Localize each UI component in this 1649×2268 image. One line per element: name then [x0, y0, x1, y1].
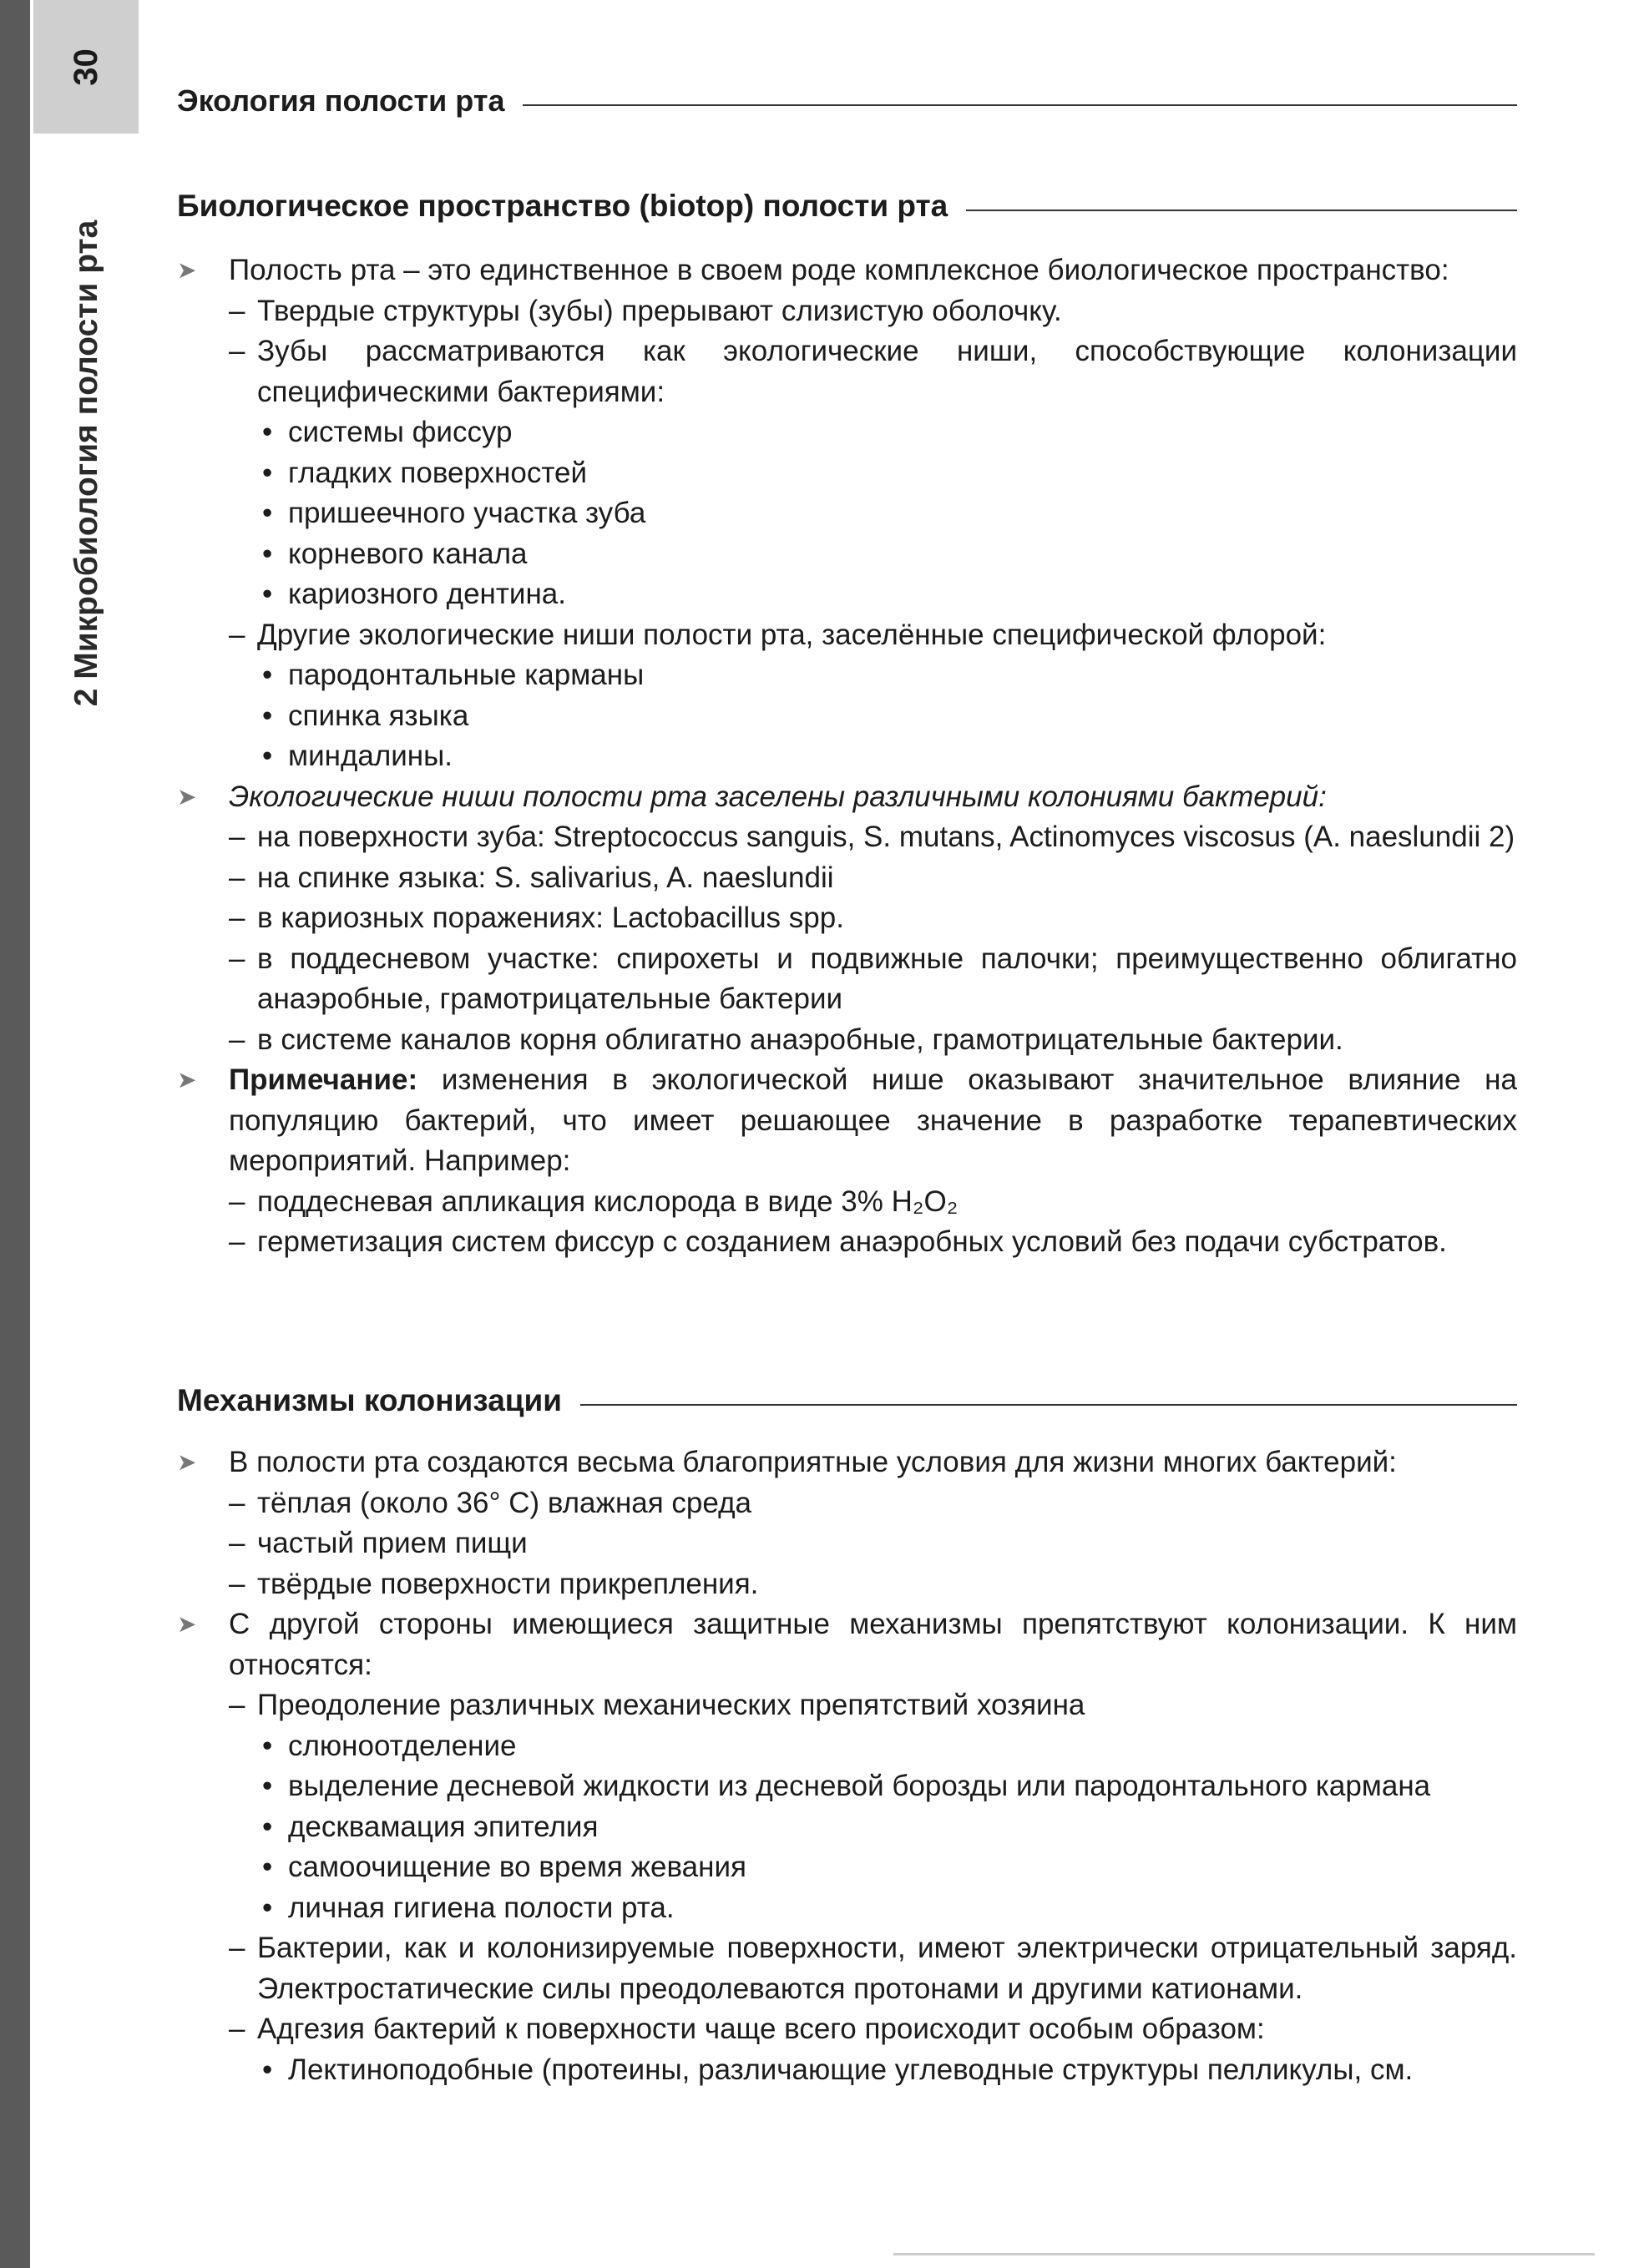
bullet-item: • корневого канала [177, 534, 1517, 575]
bullet-item: • пришеечного участка зуба [177, 493, 1517, 534]
list-item [177, 1060, 1517, 1182]
section-title: Механизмы колонизации [177, 1383, 563, 1417]
heading-rule [580, 1404, 1517, 1406]
bullet-item: • миндалины. [177, 736, 1517, 777]
bullet-item: • гладких поверхностей [177, 453, 1517, 494]
section-title: Биологическое пространство (biotop) полости рта [177, 189, 948, 223]
sub-item: – твёрдые поверхности прикрепления. [177, 1564, 1517, 1605]
sub-item: – тёплая (около 36° C) влажная среда [177, 1483, 1517, 1524]
bullet-item: • выделение десневой жидкости из десневой борозды или пародонтального кармана [177, 1766, 1517, 1807]
sub-item: – в поддесневом участке: спирохеты и подвижные палочки; преимущественно облигатно анаэробные, грамотрицательные бактерии [177, 939, 1517, 1020]
sub-item: – на спинке языка: S. salivarius, A. naeslundii [177, 858, 1517, 899]
section-body [177, 250, 1517, 1263]
sub-item: – на поверхности зуба: Streptococcus sanguis, S. mutans, Actinomyces viscosus (A. naeslundii 2) [177, 817, 1517, 858]
list-item: ➤ Полость рта – это единственное в своем роде комплексное биологическое пространство: [177, 250, 1517, 291]
bullet-item: • спинка языка [177, 696, 1517, 737]
page-bottom-rule [893, 2253, 1595, 2255]
bullet-item: • пародонтальные карманы [177, 655, 1517, 696]
list-item: ➤ В полости рта создаются весьма благоприятные условия для жизни многих бактерий: [177, 1442, 1517, 1483]
running-title: Экология полости рта [177, 83, 505, 118]
sub-item: – в кариозных поражениях: Lactobacillus spp. [177, 898, 1517, 939]
page-edge-bar [0, 0, 30, 2268]
sub-item: – Адгезия бактерий к поверхности чаще всего происходит особым образом: [177, 2009, 1517, 2050]
running-header [177, 83, 1517, 119]
sub-item: – в системе каналов корня облигатно анаэробные, грамотрицательные бактерии. [177, 1020, 1517, 1061]
sub-item: – Преодоление различных механических препятствий хозяина [177, 1685, 1517, 1726]
page-number-tab [33, 0, 139, 134]
header-rule [523, 104, 1517, 106]
note-text: изменения в экологической нише оказывают значительное влияние на популяцию бактерий, что имеет решающее значение в разработке терапевтических мероприятий. Например: [229, 1063, 1517, 1177]
sub-item: – частый прием пищи [177, 1523, 1517, 1564]
bullet-item: • самоочищение во время жевания [177, 1847, 1517, 1888]
bullet-item: • системы фиссур [177, 412, 1517, 453]
section-heading [177, 189, 1517, 224]
sub-item: – Бактерии, как и колонизируемые поверхности, имеют электрически отрицательный заряд. Электростатические силы преодолеваются протонами и другими катионами. [177, 1928, 1517, 2009]
heading-rule [966, 210, 1517, 211]
sub-item: – Другие экологические ниши полости рта, заселённые специфической флорой: [177, 615, 1517, 656]
chapter-title: 2 Микробиология полости рта [68, 220, 104, 707]
note-label: Примечание: [229, 1063, 418, 1096]
section-heading [177, 1383, 1517, 1418]
bullet-item: • десквамация эпителия [177, 1807, 1517, 1848]
bullet-item: • личная гигиена полости рта. [177, 1888, 1517, 1929]
page-number: 30 [67, 48, 104, 86]
bullet-item: • слюноотделение [177, 1726, 1517, 1767]
bullet-item: • кариозного дентина. [177, 574, 1517, 615]
list-item: ➤ С другой стороны имеющиеся защитные механизмы препятствуют колонизации. К ним относятся: [177, 1604, 1517, 1685]
sub-item: – герметизация систем фиссур с созданием анаэробных условий без подачи субстратов. [177, 1222, 1517, 1263]
sub-item: – Твердые структуры (зубы) прерывают слизистую оболочку. [177, 291, 1517, 332]
list-item: ➤ Экологические ниши полости рта заселены различными колониями бактерий: [177, 777, 1517, 818]
sub-item: – поддесневая апликация кислорода в виде 3% H₂O₂ [177, 1182, 1517, 1223]
bullet-item: • Лектиноподобные (протеины, различающие углеводные структуры пелликулы, см. [177, 2050, 1517, 2091]
sub-item: – Зубы рассматриваются как экологические ниши, способствующие колонизации специфическими бактериями: [177, 331, 1517, 412]
section-body [177, 1442, 1517, 2090]
